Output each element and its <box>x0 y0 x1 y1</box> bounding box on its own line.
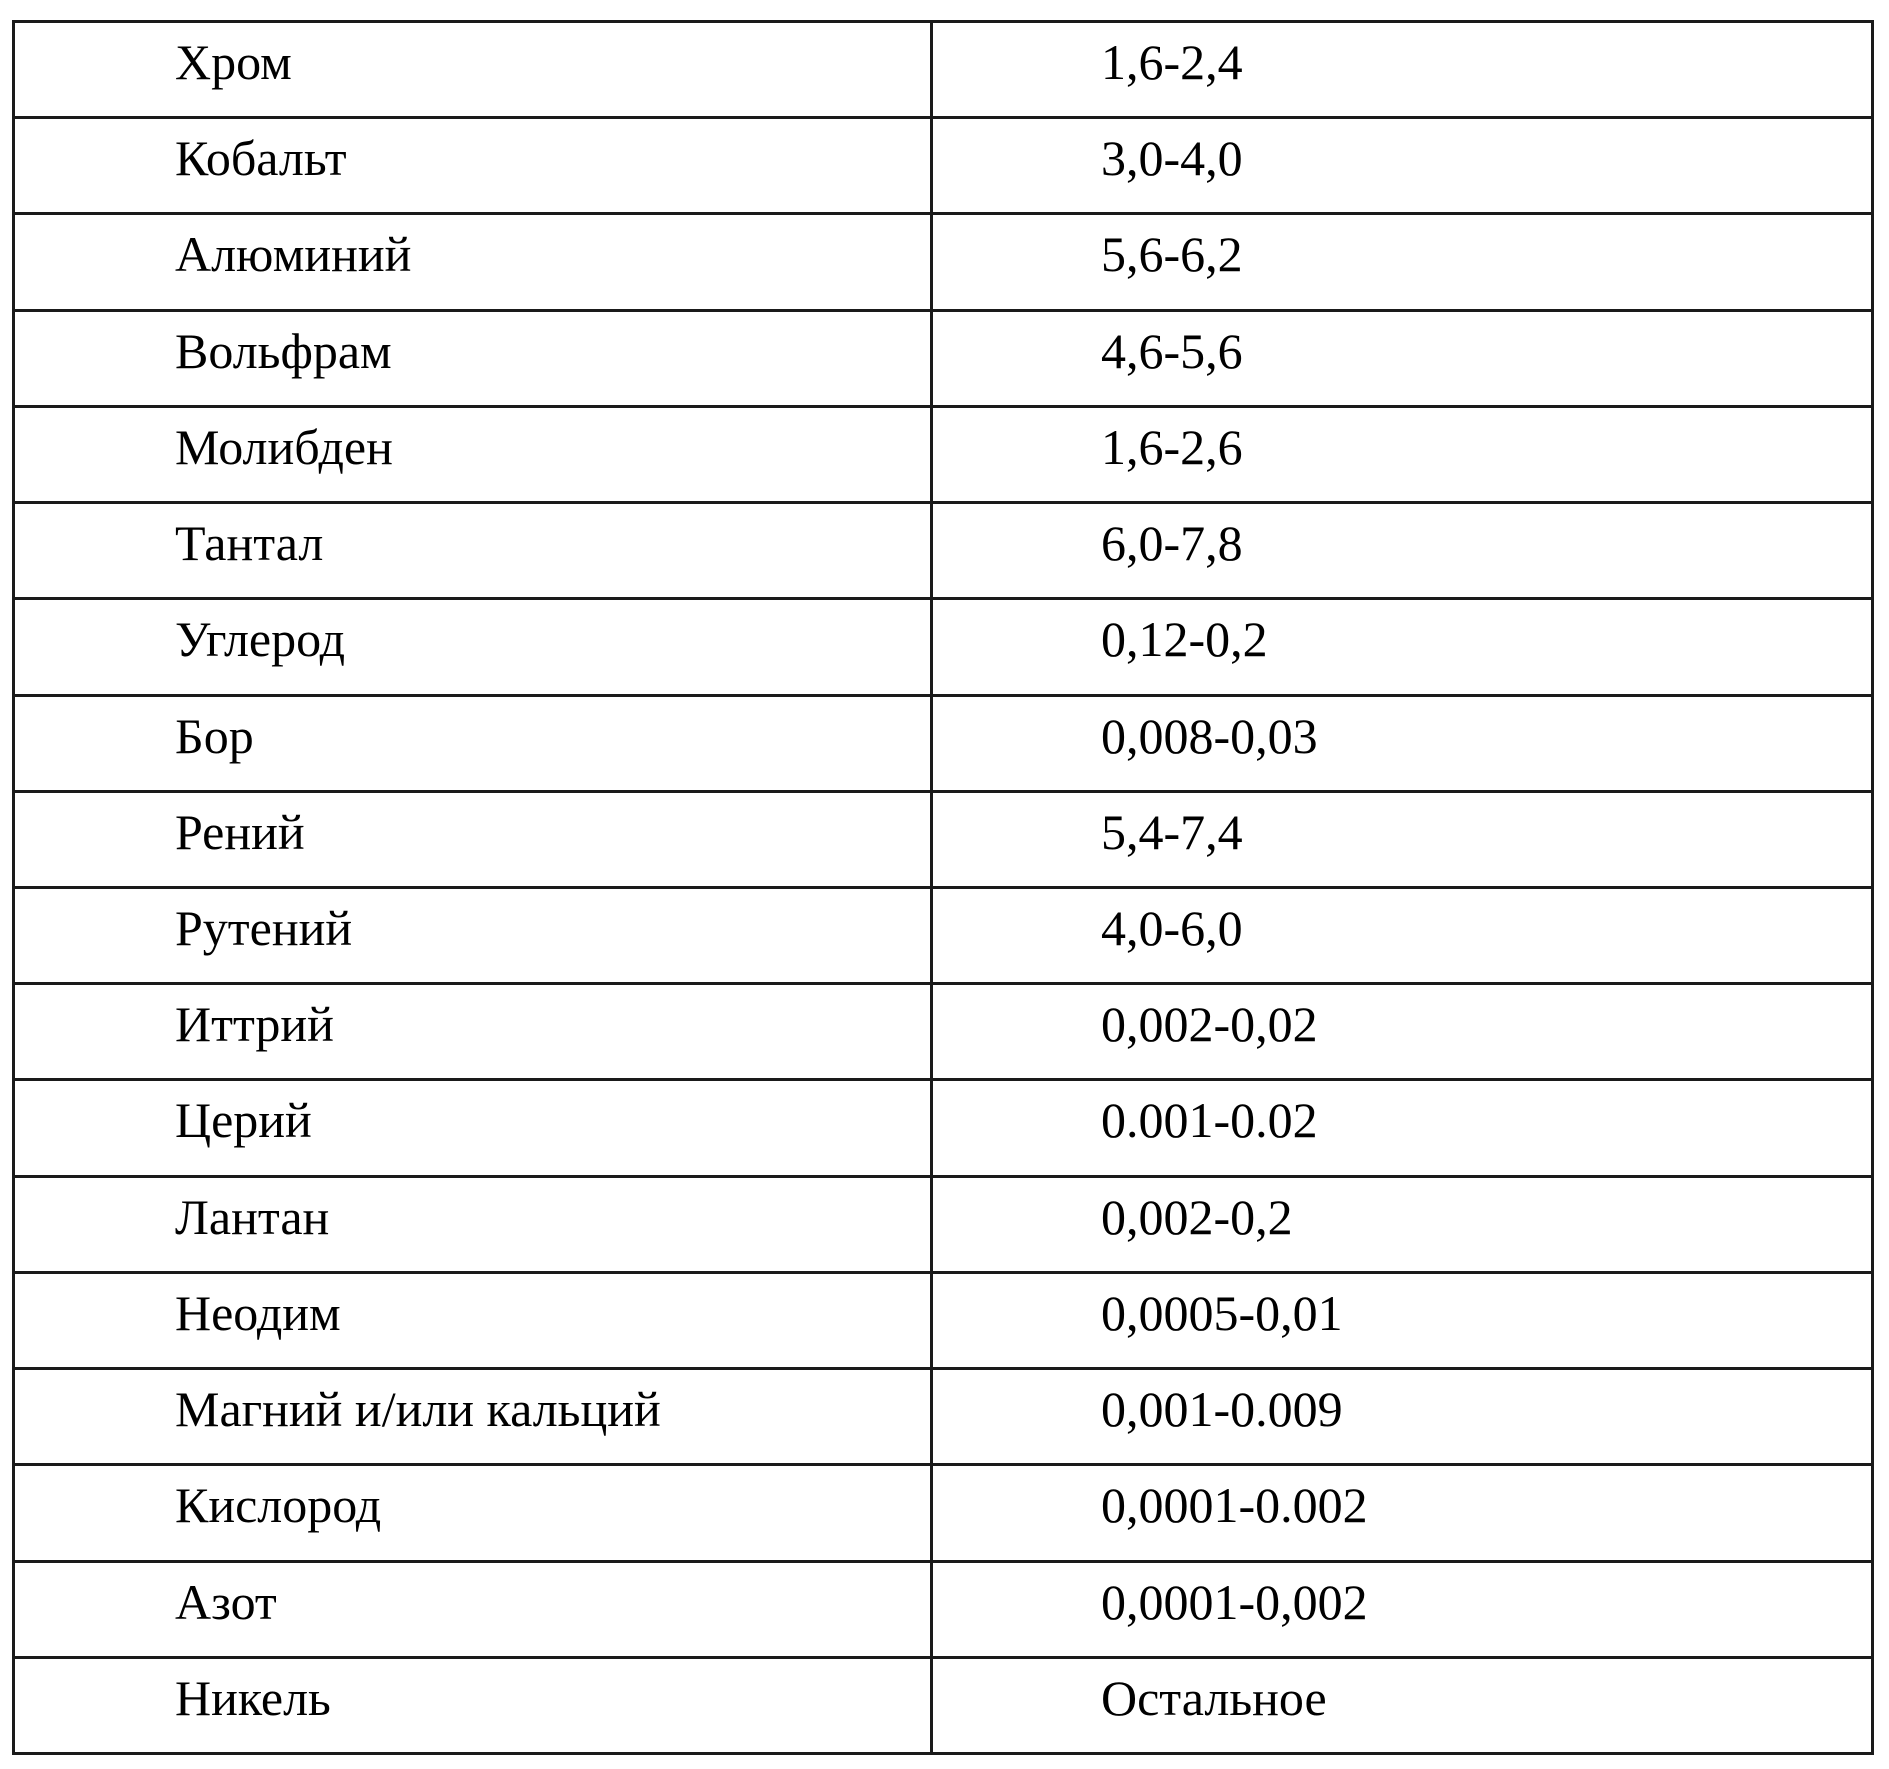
content-range-cell: 3,0-4,0 <box>932 118 1873 214</box>
element-name-cell: Кобальт <box>14 118 932 214</box>
content-range-cell: 0,0005-0,01 <box>932 1272 1873 1368</box>
content-range-cell: 0,0001-0.002 <box>932 1465 1873 1561</box>
table-row <box>14 1272 1873 1368</box>
content-range-cell: 5,6-6,2 <box>932 214 1873 310</box>
content-range-cell: 6,0-7,8 <box>932 503 1873 599</box>
element-name-cell: Алюминий <box>14 214 932 310</box>
element-name-cell: Хром <box>14 22 932 118</box>
content-range-cell: 0,002-0,2 <box>932 1176 1873 1272</box>
table-row <box>14 984 1873 1080</box>
table-row <box>14 310 1873 406</box>
element-name-cell: Рутений <box>14 887 932 983</box>
content-range-cell: 0,12-0,2 <box>932 599 1873 695</box>
table-row <box>14 406 1873 502</box>
content-range-cell: 1,6-2,4 <box>932 22 1873 118</box>
element-name-cell: Вольфрам <box>14 310 932 406</box>
table-row <box>14 695 1873 791</box>
table-row <box>14 887 1873 983</box>
element-name-cell: Церий <box>14 1080 932 1176</box>
element-name-cell: Лантан <box>14 1176 932 1272</box>
composition-table <box>12 20 1874 1755</box>
content-range-cell: 4,0-6,0 <box>932 887 1873 983</box>
table-row <box>14 599 1873 695</box>
element-name-cell: Магний и/или кальций <box>14 1369 932 1465</box>
content-range-cell: 0,0001-0,002 <box>932 1561 1873 1657</box>
content-range-cell: Остальное <box>932 1657 1873 1753</box>
element-name-cell: Рений <box>14 791 932 887</box>
table-row <box>14 1465 1873 1561</box>
element-name-cell: Иттрий <box>14 984 932 1080</box>
table-row <box>14 118 1873 214</box>
content-range-cell: 5,4-7,4 <box>932 791 1873 887</box>
table-row <box>14 1561 1873 1657</box>
table-row <box>14 1176 1873 1272</box>
content-range-cell: 0,008-0,03 <box>932 695 1873 791</box>
element-name-cell: Тантал <box>14 503 932 599</box>
element-name-cell: Молибден <box>14 406 932 502</box>
table-row <box>14 1080 1873 1176</box>
content-range-cell: 1,6-2,6 <box>932 406 1873 502</box>
content-range-cell: 4,6-5,6 <box>932 310 1873 406</box>
table-row <box>14 214 1873 310</box>
table-row <box>14 1657 1873 1753</box>
element-name-cell: Бор <box>14 695 932 791</box>
element-name-cell: Азот <box>14 1561 932 1657</box>
table-row <box>14 1369 1873 1465</box>
table-row <box>14 22 1873 118</box>
table-row <box>14 503 1873 599</box>
element-name-cell: Кислород <box>14 1465 932 1561</box>
element-name-cell: Никель <box>14 1657 932 1753</box>
content-range-cell: 0,002-0,02 <box>932 984 1873 1080</box>
content-range-cell: 0.001-0.02 <box>932 1080 1873 1176</box>
content-range-cell: 0,001-0.009 <box>932 1369 1873 1465</box>
element-name-cell: Неодим <box>14 1272 932 1368</box>
table-row <box>14 791 1873 887</box>
element-name-cell: Углерод <box>14 599 932 695</box>
